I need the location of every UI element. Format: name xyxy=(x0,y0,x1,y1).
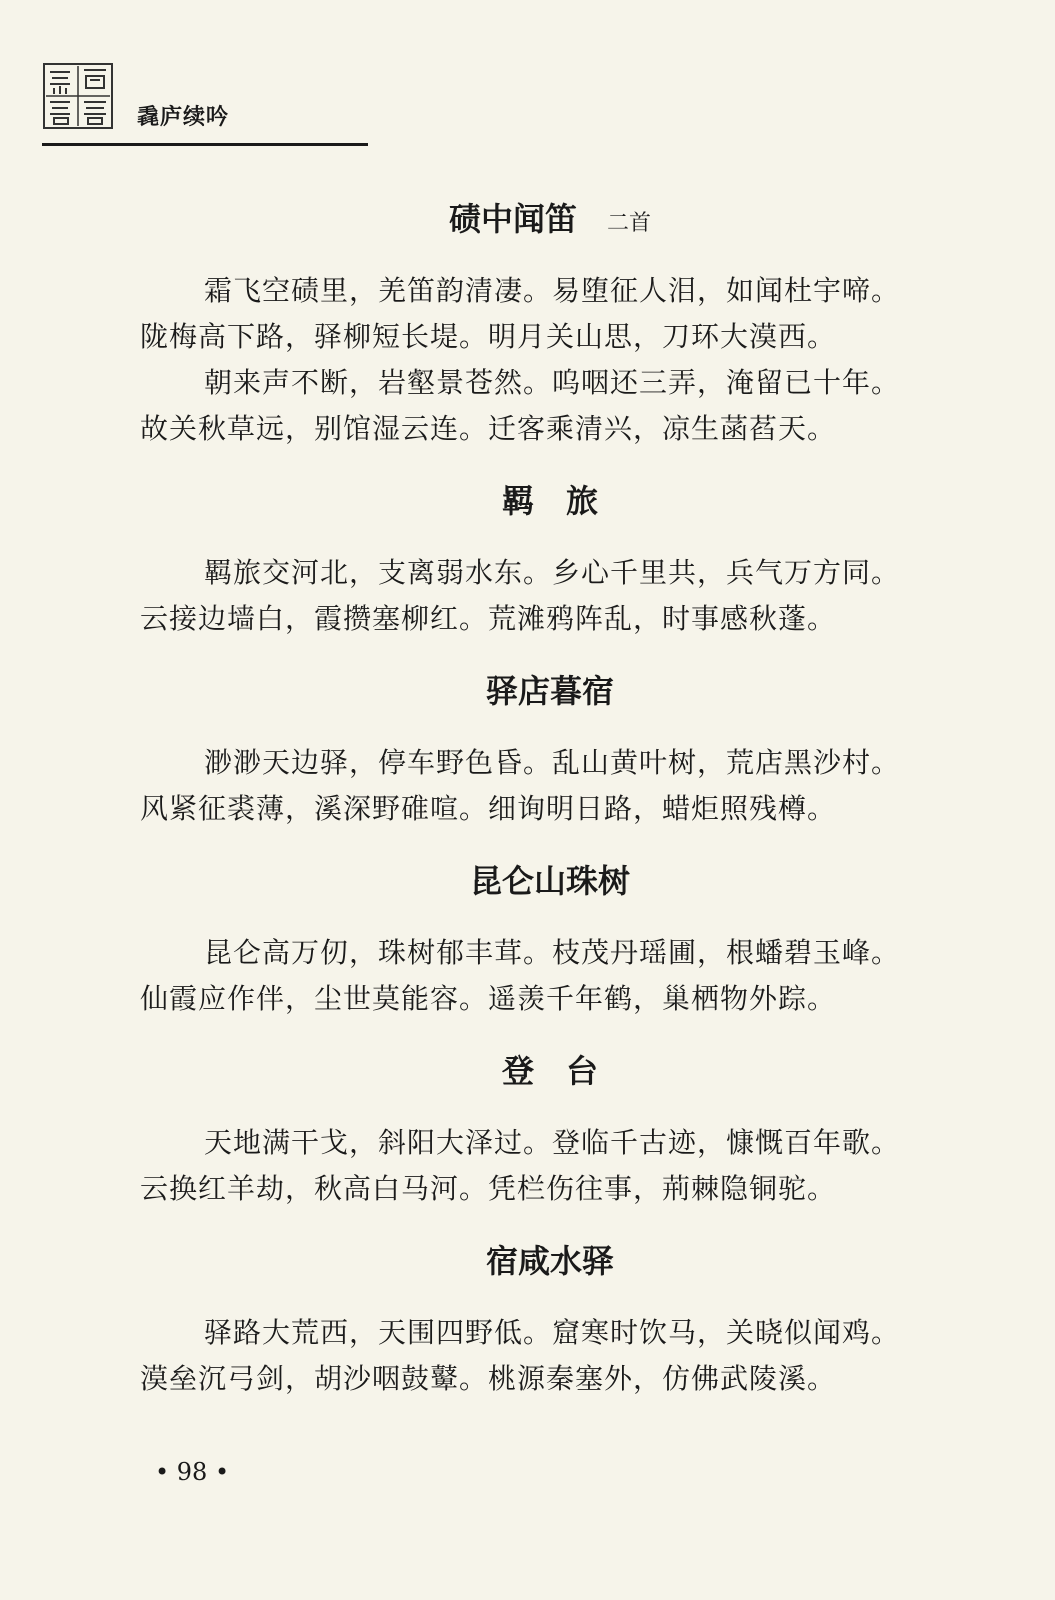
poem xyxy=(140,1042,960,1212)
poem-line: 仙霞应作伴，尘世莫能容。遥羡千年鹤，巢栖物外踪。 xyxy=(140,982,837,1015)
poem-line: 云接边墙白，霞攒塞柳红。荒滩鸦阵乱，时事感秋蓬。 xyxy=(140,602,837,635)
header-rule xyxy=(42,143,368,146)
poem-title: 昆仑山珠树 xyxy=(469,862,630,900)
poem-title xyxy=(140,190,960,248)
poem-line: 霜飞空碛里，羌笛韵清凄。易堕征人泪，如闻杜宇啼。 xyxy=(204,274,901,307)
poem-title-text: 碛中闻笛 xyxy=(448,200,577,238)
poem-line: 羁旅交河北，支离弱水东。乡心千里共，兵气万方同。 xyxy=(204,556,901,589)
poem-line: 朝来声不断，岩壑景苍然。呜咽还三弄，淹留已十年。 xyxy=(204,366,901,399)
poem-line: 驿路大荒西，天围四野低。窟寒时饮马，关晓似闻鸡。 xyxy=(204,1316,901,1349)
poem xyxy=(140,1232,960,1402)
poem-line: 陇梅高下路，驿柳短长堤。明月关山思，刀环大漠西。 xyxy=(140,320,837,353)
poem-line: 天地满干戈，斜阳大泽过。登临千古迹，慷慨百年歌。 xyxy=(204,1126,901,1159)
poem xyxy=(140,662,960,832)
poem-title: 宿咸水驿 xyxy=(485,1242,614,1280)
poem xyxy=(140,852,960,1022)
poem-line: 渺渺天边驿，停车野色昏。乱山黄叶树，荒店黑沙村。 xyxy=(204,746,901,779)
running-title: 毳庐续吟 xyxy=(137,105,230,130)
poem-line: 昆仑高万仞，珠树郁丰茸。枝茂丹瑶圃，根蟠碧玉峰。 xyxy=(204,936,901,969)
poem-line: 漠垒沉弓剑，胡沙咽鼓鼙。桃源秦塞外，仿佛武陵溪。 xyxy=(140,1362,837,1395)
poem xyxy=(140,190,960,452)
poem xyxy=(140,472,960,642)
seal-stamp-logo xyxy=(42,62,114,130)
poem-line: 云换红羊劫，秋高白马河。凭栏伤往事，荊棘隐铜驼。 xyxy=(140,1172,837,1205)
poem-title-note: 二首 xyxy=(607,211,652,236)
poem-list xyxy=(140,190,960,1402)
poem-title: 登 台 xyxy=(501,1052,598,1090)
poem-title: 驿店暮宿 xyxy=(485,672,614,710)
poem-line: 风紧征裘薄，溪深野碓喧。细询明日路，蜡炬照残樽。 xyxy=(140,792,837,825)
page-number: • 98 • xyxy=(155,1458,230,1486)
poem-line: 故关秋草远，别馆湿云连。迁客乘清兴，凉生菡萏天。 xyxy=(140,412,837,445)
poem-title: 羁 旅 xyxy=(501,482,598,520)
